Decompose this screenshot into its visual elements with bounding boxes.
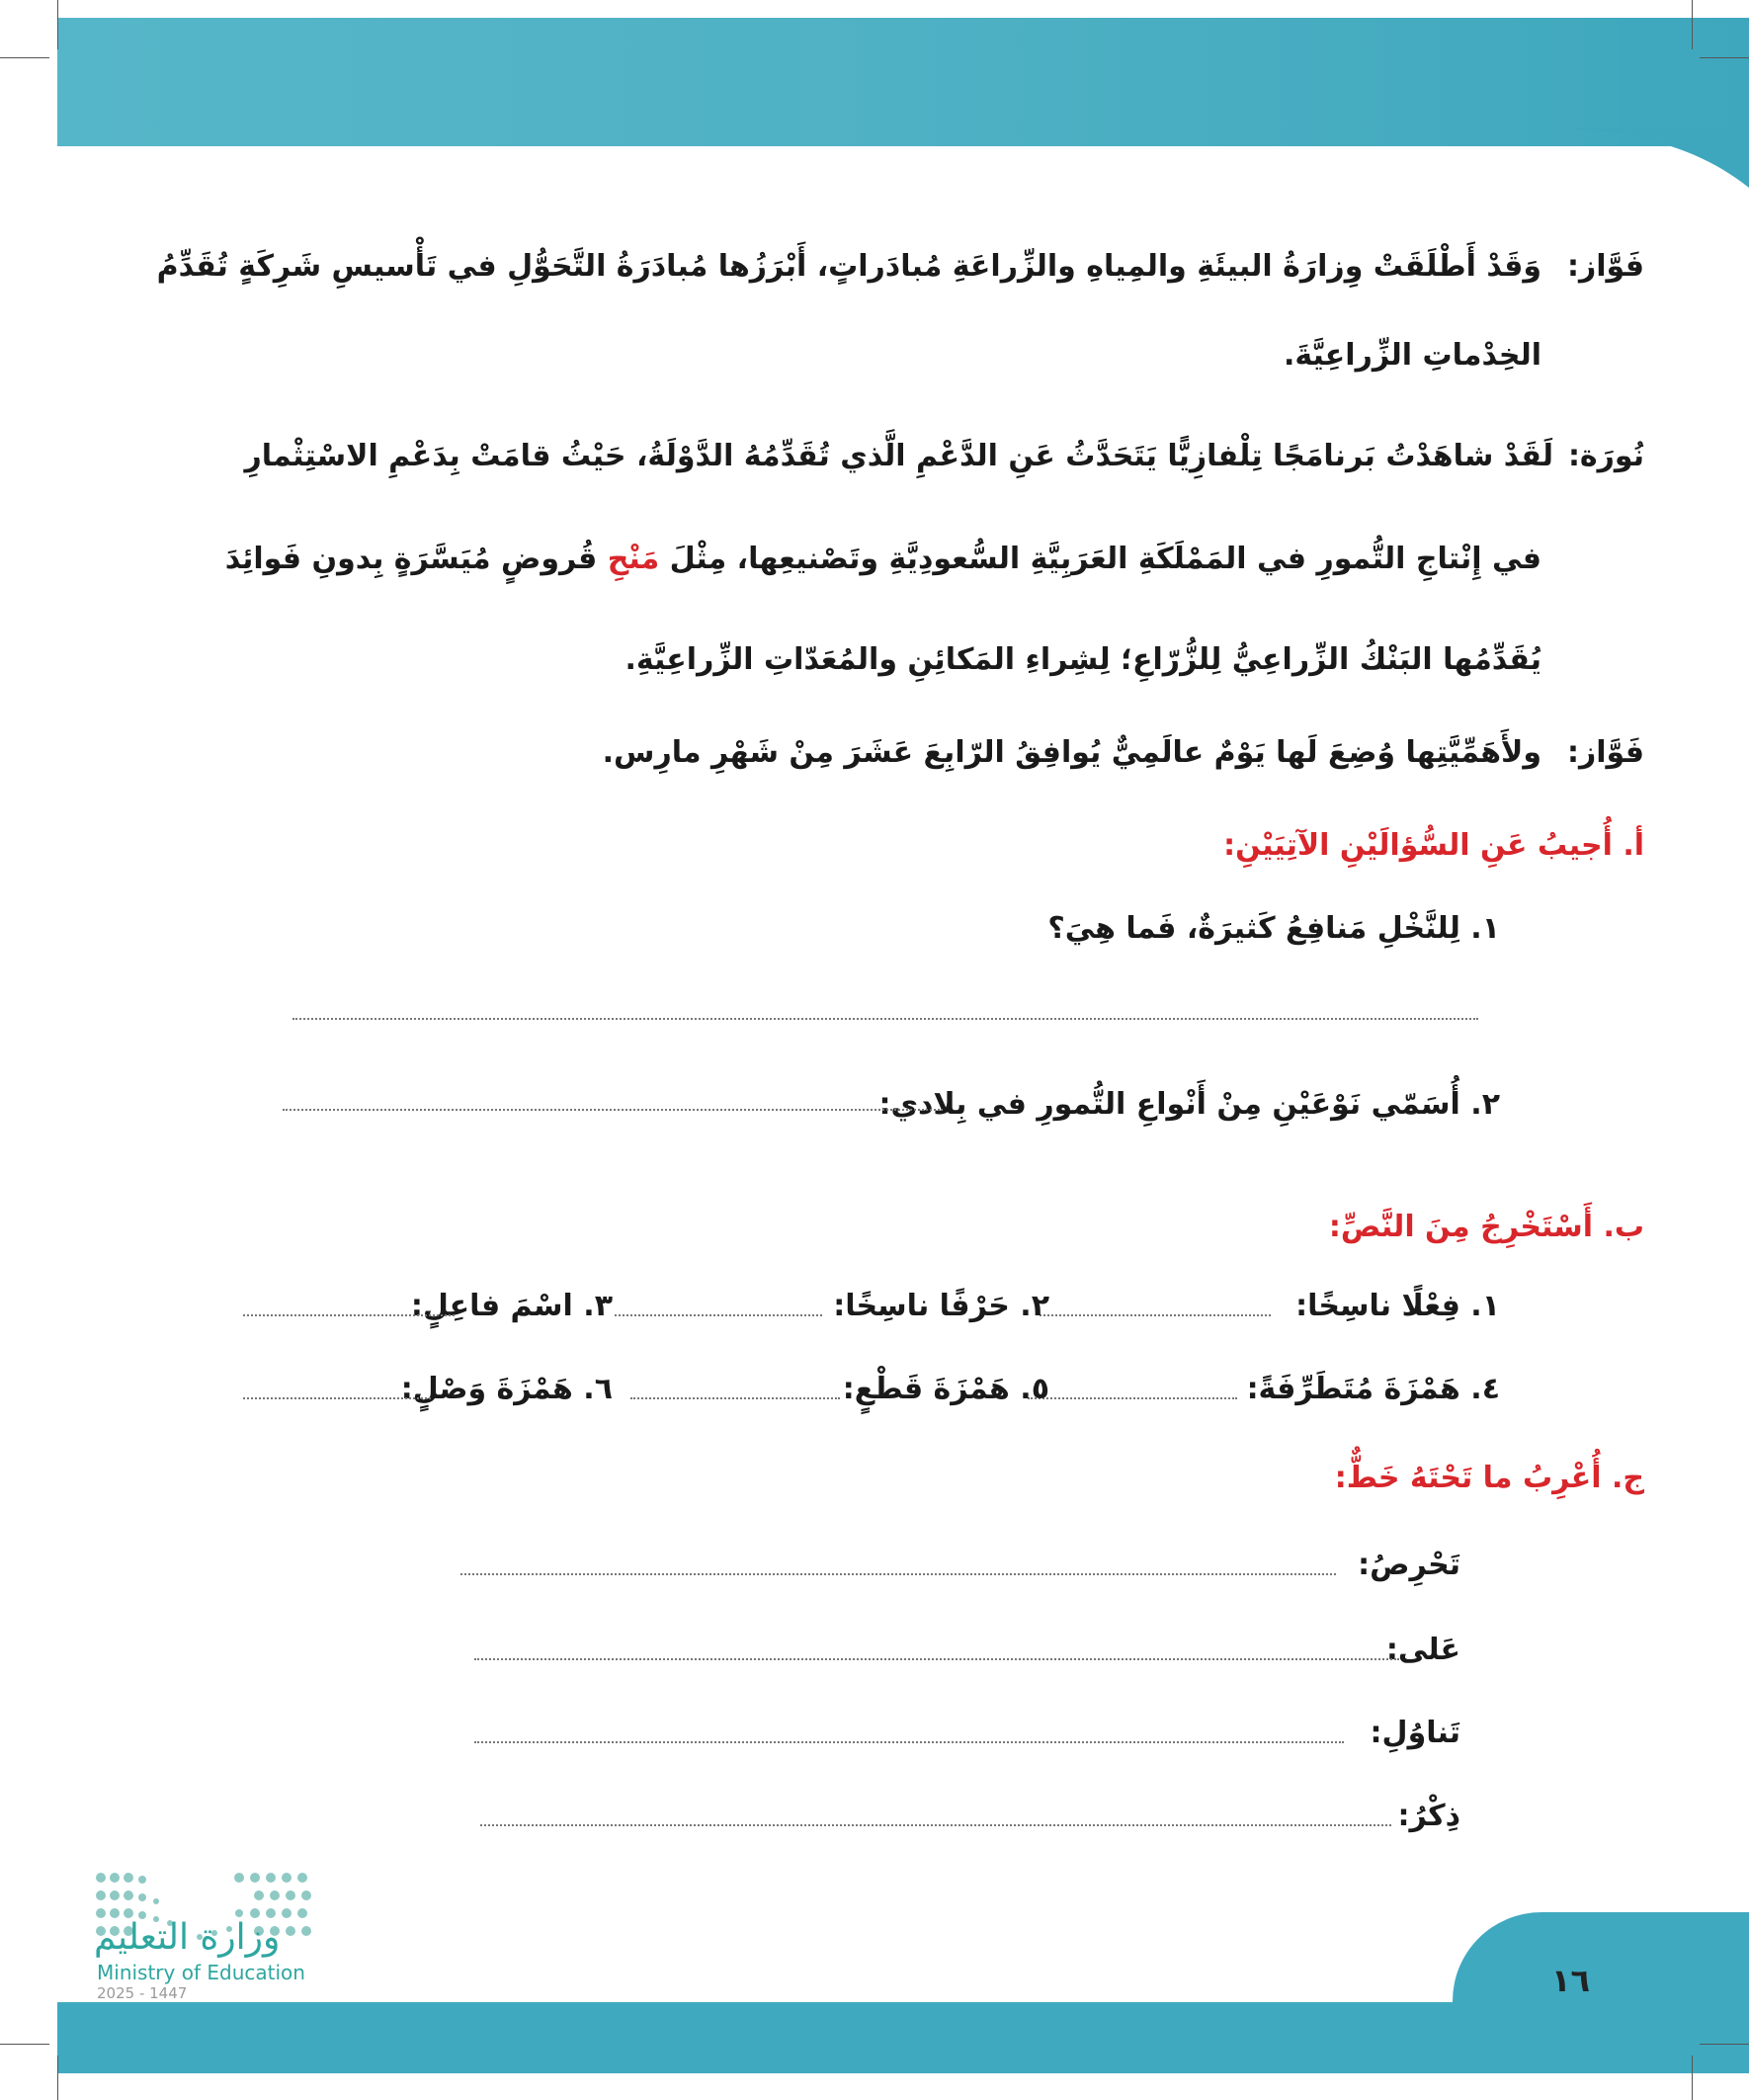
answer-line[interactable]	[474, 1658, 1399, 1660]
speaker-noura: نُورَة:	[1567, 439, 1644, 473]
answer-line[interactable]	[283, 1109, 943, 1111]
passage-text: قُروضٍ مُيَسَّرَةٍ بِدونِ فَوائِدَ	[224, 542, 598, 576]
parse-word: تَناوُلِ:	[1370, 1716, 1460, 1750]
edition-year: 2025 - 1447	[97, 1984, 188, 2002]
answer-line[interactable]	[474, 1741, 1344, 1743]
extract-item: ١. فِعْلًا ناسِخًا:	[1295, 1289, 1500, 1323]
crop-mark	[0, 57, 49, 58]
section-a-heading: أ. أُجيبُ عَنِ السُّؤالَيْنِ الآتِيَيْنِ:	[1223, 828, 1644, 863]
answer-line[interactable]	[243, 1314, 455, 1316]
extract-item: ٥. هَمْزَةَ قَطْعٍ:	[842, 1372, 1049, 1406]
extract-item: ٦. هَمْزَةَ وَصْلٍ:	[400, 1372, 613, 1406]
section-b-heading: ب. أَسْتَخْرِجُ مِنَ النَّصِّ:	[1328, 1210, 1644, 1244]
ministry-name-english: Ministry of Education	[97, 1961, 305, 1984]
answer-line[interactable]	[1028, 1397, 1237, 1399]
ministry-name-arabic: وزارة التعليم	[94, 1917, 281, 1958]
passage-line-with-highlight	[225, 540, 1541, 578]
parse-word: عَلى:	[1385, 1633, 1460, 1667]
parse-word: ذِكْرُ:	[1397, 1799, 1460, 1833]
answer-line[interactable]	[480, 1824, 1391, 1826]
answer-line[interactable]	[630, 1397, 840, 1399]
passage-line: الخِدْماتِ الزِّراعِيَّةَ.	[1283, 338, 1541, 373]
passage-line: وَقَدْ أَطْلَقَتْ وِزارَةُ البيئَةِ والمِياهِ والزِّراعَةِ مُبادَراتٍ، أَبْرَزُها مُبادَرَةُ التَّحَوُّلِ في تَأْسيسِ شَرِكَةٍ تُقَدِّمُ	[156, 249, 1541, 284]
highlighted-word: مَنْحِ	[607, 542, 660, 576]
crop-mark	[1692, 0, 1693, 49]
passage-text: في إِنْتاجِ التُّمورِ في المَمْلَكَةِ العَرَبِيَّةِ السُّعودِيَّةِ وتَصْنيعِها، مِثْلَ	[669, 542, 1541, 576]
speaker-fawaz: فَوَّاز:	[1566, 249, 1644, 284]
header-band	[57, 18, 1749, 146]
extract-item: ٤. هَمْزَةَ مُتَطَرِّفَةً:	[1246, 1372, 1500, 1406]
passage-line: يُقَدِّمُها البَنْكُ الزِّراعِيُّ لِلزُّرّاعِ؛ لِشِراءِ المَكائِنِ والمُعَدّاتِ الزِّراعِيَّةِ.	[625, 642, 1541, 677]
answer-line[interactable]	[460, 1573, 1336, 1575]
crop-mark	[1700, 57, 1749, 58]
extract-item: ٣. اسْمَ فاعِلٍ:	[410, 1289, 613, 1323]
crop-mark	[1700, 2044, 1749, 2045]
crop-mark	[57, 0, 58, 49]
parse-word: تَحْرِصُ:	[1358, 1548, 1460, 1582]
footer-band	[57, 2002, 1749, 2073]
question-1: ١. لِلنَّخْلِ مَنافِعُ كَثيرَةٌ، فَما هِيَ؟	[1047, 911, 1500, 946]
page-number: ١٦	[1551, 1962, 1591, 1999]
passage-line: لَقَدْ شاهَدْتُ بَرنامَجًا تِلْفازِيًّا يَتَحَدَّثُ عَنِ الدَّعْمِ الَّذي تُقَدِّمُهُ الدَّوْلَةُ، حَيْثُ قامَتْ بِدَعْمِ الاسْتِثْمارِ	[244, 439, 1553, 473]
extract-item: ٢. حَرْفًا ناسِخًا:	[833, 1289, 1049, 1323]
answer-line[interactable]	[1040, 1314, 1271, 1316]
passage-line: ولأَهَمِّيَّتِها وُضِعَ لَها يَوْمٌ عالَمِيٌّ يُوافِقُ الرّابِعَ عَشَرَ مِنْ شَهْرِ مارِس.	[602, 735, 1541, 770]
answer-line[interactable]	[615, 1314, 822, 1316]
question-2: ٢. أُسَمّي نَوْعَيْنِ مِنْ أَنْواعِ التُّمورِ في بِلادي:	[878, 1087, 1500, 1122]
crop-mark	[1692, 2056, 1693, 2100]
answer-line[interactable]	[243, 1397, 431, 1399]
crop-mark	[57, 2056, 58, 2100]
speaker-fawaz: فَوَّاز:	[1566, 735, 1644, 770]
footer-tab	[1453, 1912, 1749, 2011]
section-c-heading: ج. أُعْرِبُ ما تَحْتَهُ خَطٌّ:	[1334, 1461, 1644, 1495]
answer-line[interactable]	[292, 1018, 1478, 1020]
header-curve	[1492, 128, 1749, 247]
crop-mark	[0, 2044, 49, 2045]
